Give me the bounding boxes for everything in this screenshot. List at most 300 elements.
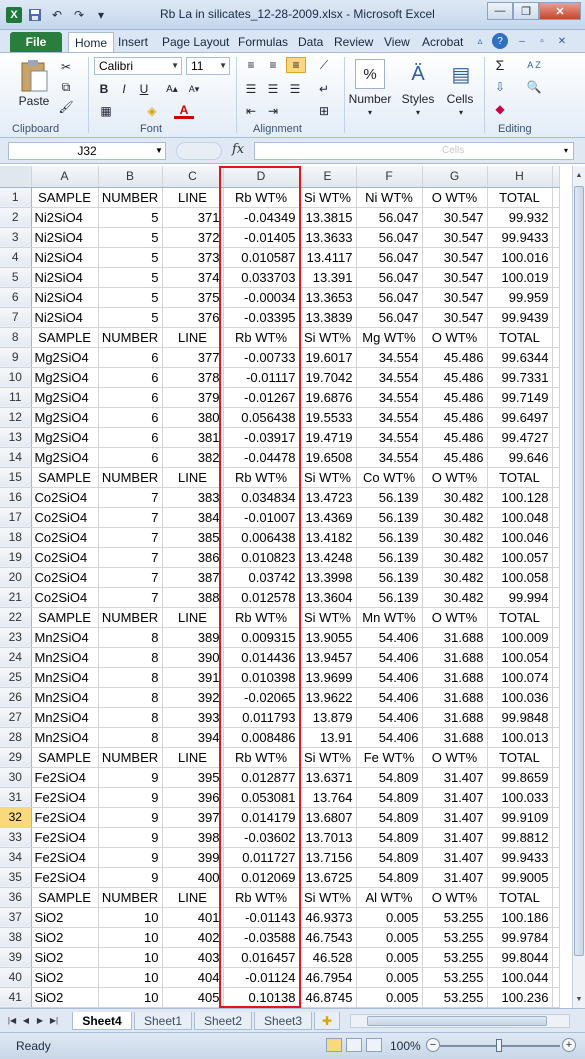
cell[interactable]: SiO2 — [31, 987, 98, 1007]
cell[interactable]: 99.9848 — [487, 707, 552, 727]
row-header[interactable]: 30 — [0, 767, 31, 787]
horizontal-scroll-thumb[interactable] — [367, 1016, 547, 1026]
cell[interactable]: 100.044 — [487, 967, 552, 987]
cell[interactable]: 13.9622 — [299, 687, 356, 707]
cell[interactable]: 382 — [162, 447, 223, 467]
cell[interactable]: TOTAL — [487, 327, 552, 347]
cell[interactable]: -0.01117 — [223, 367, 299, 387]
cell[interactable]: SAMPLE — [31, 327, 98, 347]
cell[interactable]: 30.547 — [422, 207, 487, 227]
help-icon[interactable]: ? — [492, 33, 508, 49]
decrease-indent-icon[interactable]: ⇤ — [245, 104, 257, 118]
cell[interactable]: Mn2SiO4 — [31, 707, 98, 727]
cell[interactable]: 383 — [162, 487, 223, 507]
tab-view[interactable]: View — [384, 35, 410, 49]
cell[interactable]: Mn2SiO4 — [31, 667, 98, 687]
cell[interactable]: 100.128 — [487, 487, 552, 507]
font-size-combo[interactable] — [186, 57, 230, 75]
tab-data[interactable]: Data — [298, 35, 324, 49]
cell[interactable]: Co2SiO4 — [31, 507, 98, 527]
cell[interactable]: 6 — [98, 407, 162, 427]
cell[interactable] — [552, 547, 559, 567]
cell[interactable] — [552, 467, 559, 487]
row-header[interactable]: 35 — [0, 867, 31, 887]
cell[interactable] — [552, 407, 559, 427]
row-header[interactable]: 23 — [0, 627, 31, 647]
cell[interactable]: 34.554 — [356, 347, 422, 367]
cell[interactable] — [552, 507, 559, 527]
cell[interactable]: -0.03395 — [223, 307, 299, 327]
expand-formula-bar-icon[interactable]: ▾ — [564, 146, 569, 155]
cell[interactable]: Co WT% — [356, 467, 422, 487]
cell[interactable] — [552, 967, 559, 987]
cell[interactable]: Mn2SiO4 — [31, 647, 98, 667]
cell[interactable]: 0.005 — [356, 927, 422, 947]
row-header[interactable]: 28 — [0, 727, 31, 747]
scroll-down-icon[interactable]: ▼ — [575, 995, 583, 1003]
cell[interactable]: Rb WT% — [223, 187, 299, 207]
cell[interactable]: 397 — [162, 807, 223, 827]
row-header[interactable]: 17 — [0, 507, 31, 527]
cell[interactable]: 379 — [162, 387, 223, 407]
cell[interactable]: 99.7331 — [487, 367, 552, 387]
cell[interactable]: 99.7149 — [487, 387, 552, 407]
cell[interactable]: 0.009315 — [223, 627, 299, 647]
cell[interactable]: Si WT% — [299, 887, 356, 907]
cell[interactable]: 13.6725 — [299, 867, 356, 887]
chevron-down-icon[interactable]: ▼ — [155, 146, 163, 155]
undo-icon[interactable]: ↶ — [51, 8, 63, 22]
cell[interactable]: 13.4182 — [299, 527, 356, 547]
cut-icon[interactable]: ✂ — [60, 60, 72, 74]
cell[interactable]: 56.139 — [356, 587, 422, 607]
zoom-level[interactable]: 100% — [390, 1039, 421, 1053]
cell[interactable]: Si WT% — [299, 327, 356, 347]
cell[interactable]: 99.9109 — [487, 807, 552, 827]
cell[interactable]: 34.554 — [356, 407, 422, 427]
cell[interactable] — [552, 907, 559, 927]
cell[interactable]: -0.01007 — [223, 507, 299, 527]
cell[interactable]: 7 — [98, 587, 162, 607]
cell[interactable]: 100.009 — [487, 627, 552, 647]
cell[interactable]: 45.486 — [422, 447, 487, 467]
cell[interactable]: 46.7543 — [299, 927, 356, 947]
paste-icon[interactable] — [14, 57, 54, 97]
cell[interactable]: 0.033703 — [223, 267, 299, 287]
cell[interactable] — [552, 447, 559, 467]
cell[interactable]: 13.9457 — [299, 647, 356, 667]
row-header[interactable]: 1 — [0, 187, 31, 207]
row-header[interactable]: 4 — [0, 247, 31, 267]
column-header[interactable]: B — [98, 166, 162, 187]
cell[interactable] — [552, 887, 559, 907]
cell[interactable]: 381 — [162, 427, 223, 447]
cell[interactable]: 400 — [162, 867, 223, 887]
redo-icon[interactable]: ↷ — [73, 8, 85, 22]
row-header[interactable]: 39 — [0, 947, 31, 967]
cell[interactable]: 100.033 — [487, 787, 552, 807]
cell[interactable] — [552, 627, 559, 647]
cell[interactable]: Rb WT% — [223, 467, 299, 487]
cell[interactable]: NUMBER — [98, 887, 162, 907]
tab-acrobat[interactable]: Acrobat — [422, 35, 464, 49]
cell[interactable]: 13.9699 — [299, 667, 356, 687]
cell[interactable]: 395 — [162, 767, 223, 787]
row-header[interactable]: 19 — [0, 547, 31, 567]
cell[interactable]: 54.406 — [356, 627, 422, 647]
row-header[interactable]: 32 — [0, 807, 31, 827]
find-select-icon[interactable]: 🔍 — [526, 80, 542, 94]
cell[interactable]: SAMPLE — [31, 187, 98, 207]
cell[interactable]: 6 — [98, 347, 162, 367]
cell[interactable]: 99.9433 — [487, 847, 552, 867]
cell[interactable]: 30.547 — [422, 307, 487, 327]
cell[interactable]: 0.010823 — [223, 547, 299, 567]
cell[interactable]: 45.486 — [422, 407, 487, 427]
cell[interactable]: 53.255 — [422, 967, 487, 987]
font-name-combo[interactable] — [94, 57, 182, 75]
cells-group-button[interactable]: Cells — [446, 92, 474, 106]
cell[interactable]: 34.554 — [356, 427, 422, 447]
cell[interactable] — [552, 347, 559, 367]
cell[interactable]: 99.4727 — [487, 427, 552, 447]
cell[interactable]: 9 — [98, 847, 162, 867]
cell[interactable]: 100.058 — [487, 567, 552, 587]
cell[interactable]: 0.010587 — [223, 247, 299, 267]
cell[interactable]: 13.3998 — [299, 567, 356, 587]
row-header[interactable]: 13 — [0, 427, 31, 447]
cell[interactable]: 53.255 — [422, 987, 487, 1007]
cell[interactable]: Si WT% — [299, 187, 356, 207]
cell[interactable]: 45.486 — [422, 347, 487, 367]
cell[interactable]: 56.139 — [356, 567, 422, 587]
cell[interactable]: 403 — [162, 947, 223, 967]
cell[interactable]: 0.053081 — [223, 787, 299, 807]
cell[interactable]: Rb WT% — [223, 327, 299, 347]
cell[interactable] — [552, 287, 559, 307]
minimize-ribbon-icon[interactable]: ▵ — [477, 35, 483, 47]
cell[interactable]: Co2SiO4 — [31, 527, 98, 547]
cell[interactable]: 0.034834 — [223, 487, 299, 507]
cell-table[interactable] — [0, 166, 560, 1008]
cell[interactable]: O WT% — [422, 607, 487, 627]
cell[interactable] — [552, 207, 559, 227]
cell[interactable] — [552, 947, 559, 967]
scroll-up-icon[interactable]: ▲ — [575, 171, 583, 179]
cell[interactable]: 31.688 — [422, 707, 487, 727]
cell[interactable]: 387 — [162, 567, 223, 587]
cell[interactable]: 404 — [162, 967, 223, 987]
row-header[interactable]: 36 — [0, 887, 31, 907]
cell[interactable]: 7 — [98, 507, 162, 527]
cell[interactable]: NUMBER — [98, 747, 162, 767]
align-top-icon[interactable]: ≡ — [247, 58, 255, 72]
cell[interactable]: 10 — [98, 987, 162, 1007]
cell[interactable]: TOTAL — [487, 467, 552, 487]
cell[interactable]: 9 — [98, 807, 162, 827]
cell[interactable]: 8 — [98, 667, 162, 687]
cell[interactable]: Co2SiO4 — [31, 547, 98, 567]
cell[interactable]: 0.006438 — [223, 527, 299, 547]
cell[interactable]: NUMBER — [98, 607, 162, 627]
cell[interactable]: Si WT% — [299, 607, 356, 627]
cell[interactable]: 100.019 — [487, 267, 552, 287]
tab-formulas[interactable]: Formulas — [238, 35, 289, 49]
increase-indent-icon[interactable]: ⇥ — [267, 104, 279, 118]
cell[interactable]: 0.016457 — [223, 947, 299, 967]
cell[interactable]: -0.01124 — [223, 967, 299, 987]
cell[interactable]: 30.547 — [422, 227, 487, 247]
cell[interactable]: 405 — [162, 987, 223, 1007]
align-left-icon[interactable]: ☰ — [245, 82, 257, 96]
cell[interactable]: 31.407 — [422, 807, 487, 827]
cell[interactable]: 99.8044 — [487, 947, 552, 967]
cell[interactable]: 396 — [162, 787, 223, 807]
row-header[interactable]: 22 — [0, 607, 31, 627]
cell[interactable]: 100.013 — [487, 727, 552, 747]
select-all-corner[interactable] — [0, 166, 31, 187]
cell[interactable]: 398 — [162, 827, 223, 847]
cell[interactable]: 54.406 — [356, 727, 422, 747]
cell[interactable]: 56.047 — [356, 307, 422, 327]
wrap-text-icon[interactable]: ↵ — [318, 82, 330, 96]
cell[interactable]: LINE — [162, 467, 223, 487]
cell[interactable]: 13.879 — [299, 707, 356, 727]
cell[interactable]: 56.139 — [356, 507, 422, 527]
cell[interactable]: 6 — [98, 427, 162, 447]
cell[interactable]: 9 — [98, 867, 162, 887]
cell[interactable]: 30.482 — [422, 547, 487, 567]
cell[interactable]: -0.03917 — [223, 427, 299, 447]
cell[interactable]: 53.255 — [422, 947, 487, 967]
cell[interactable]: 13.6807 — [299, 807, 356, 827]
cell[interactable]: Al WT% — [356, 887, 422, 907]
cell[interactable]: 99.9005 — [487, 867, 552, 887]
cell[interactable]: 30.482 — [422, 587, 487, 607]
cell[interactable]: 0.056438 — [223, 407, 299, 427]
number-group-button[interactable]: Number — [348, 92, 392, 106]
cell[interactable]: 6 — [98, 367, 162, 387]
cell[interactable]: Mg WT% — [356, 327, 422, 347]
row-header[interactable]: 33 — [0, 827, 31, 847]
cell[interactable]: Rb WT% — [223, 747, 299, 767]
cell[interactable]: -0.03588 — [223, 927, 299, 947]
cell[interactable]: Co2SiO4 — [31, 567, 98, 587]
row-header[interactable]: 20 — [0, 567, 31, 587]
cell[interactable]: 13.3604 — [299, 587, 356, 607]
cell[interactable] — [552, 307, 559, 327]
cell[interactable]: SiO2 — [31, 927, 98, 947]
cell[interactable]: LINE — [162, 187, 223, 207]
cell[interactable]: 0.012069 — [223, 867, 299, 887]
cell[interactable]: 7 — [98, 487, 162, 507]
cell[interactable]: 402 — [162, 927, 223, 947]
cell[interactable]: 386 — [162, 547, 223, 567]
cell[interactable]: 376 — [162, 307, 223, 327]
cell[interactable]: NUMBER — [98, 327, 162, 347]
cell[interactable]: Mg2SiO4 — [31, 447, 98, 467]
cell[interactable]: Ni2SiO4 — [31, 307, 98, 327]
cell[interactable]: 0.012578 — [223, 587, 299, 607]
cell[interactable]: 54.406 — [356, 687, 422, 707]
cell[interactable]: 19.6508 — [299, 447, 356, 467]
cell[interactable]: 13.4723 — [299, 487, 356, 507]
cell[interactable]: 99.994 — [487, 587, 552, 607]
cell[interactable]: 13.391 — [299, 267, 356, 287]
insert-function-button[interactable]: fx — [232, 142, 245, 157]
cell[interactable]: 31.407 — [422, 787, 487, 807]
cell[interactable]: 13.3633 — [299, 227, 356, 247]
cell[interactable]: SiO2 — [31, 967, 98, 987]
cell[interactable]: Mn2SiO4 — [31, 627, 98, 647]
cell[interactable]: 13.764 — [299, 787, 356, 807]
cell[interactable]: LINE — [162, 887, 223, 907]
row-header[interactable]: 12 — [0, 407, 31, 427]
cell[interactable]: Ni2SiO4 — [31, 247, 98, 267]
cell[interactable] — [552, 187, 559, 207]
row-header[interactable]: 7 — [0, 307, 31, 327]
cell[interactable] — [552, 587, 559, 607]
increase-font-icon[interactable]: A▴ — [166, 83, 178, 95]
cell[interactable]: 31.407 — [422, 867, 487, 887]
cell[interactable]: -0.04349 — [223, 207, 299, 227]
cell[interactable]: Co2SiO4 — [31, 587, 98, 607]
fill-icon[interactable]: ⇩ — [494, 80, 506, 94]
tab-review[interactable]: Review — [334, 35, 374, 49]
cell[interactable]: 0.011727 — [223, 847, 299, 867]
number-format-icon[interactable]: % — [355, 59, 385, 89]
cell[interactable]: Co2SiO4 — [31, 487, 98, 507]
cell[interactable]: 8 — [98, 687, 162, 707]
cell[interactable]: 56.047 — [356, 247, 422, 267]
row-header[interactable]: 15 — [0, 467, 31, 487]
cell[interactable]: 31.688 — [422, 727, 487, 747]
cell[interactable]: Rb WT% — [223, 887, 299, 907]
autosum-button[interactable]: Σ — [495, 57, 505, 73]
cell[interactable]: 371 — [162, 207, 223, 227]
tab-insert[interactable]: Insert — [118, 35, 149, 49]
paste-button[interactable]: Paste — [18, 94, 50, 108]
cell[interactable]: 8 — [98, 707, 162, 727]
row-header[interactable]: 21 — [0, 587, 31, 607]
next-sheet-icon[interactable]: ▶ — [36, 1015, 44, 1025]
cell[interactable]: Mg2SiO4 — [31, 347, 98, 367]
cell[interactable]: 380 — [162, 407, 223, 427]
cell[interactable]: 56.047 — [356, 267, 422, 287]
cell[interactable]: 99.646 — [487, 447, 552, 467]
cell[interactable]: 393 — [162, 707, 223, 727]
cell[interactable]: 13.3815 — [299, 207, 356, 227]
cell[interactable]: 5 — [98, 207, 162, 227]
cell[interactable] — [552, 687, 559, 707]
column-header[interactable]: E — [299, 166, 356, 187]
cell[interactable]: 100.036 — [487, 687, 552, 707]
cell[interactable]: Mn WT% — [356, 607, 422, 627]
cell[interactable]: -0.00733 — [223, 347, 299, 367]
cell[interactable]: 100.057 — [487, 547, 552, 567]
cell[interactable]: TOTAL — [487, 607, 552, 627]
cell[interactable]: 99.932 — [487, 207, 552, 227]
row-header[interactable]: 16 — [0, 487, 31, 507]
formula-bar-splitter[interactable] — [176, 142, 222, 160]
worksheet-grid[interactable] — [0, 166, 572, 1008]
cell[interactable]: TOTAL — [487, 887, 552, 907]
cell[interactable]: 99.6497 — [487, 407, 552, 427]
cell[interactable]: 56.139 — [356, 487, 422, 507]
minimize-button[interactable]: — — [487, 2, 513, 20]
cell[interactable]: 56.139 — [356, 527, 422, 547]
cell[interactable] — [552, 567, 559, 587]
cell[interactable]: Mg2SiO4 — [31, 387, 98, 407]
sheet-tab-sheet2[interactable]: Sheet2 — [194, 1012, 252, 1030]
format-painter-icon[interactable]: 🖌 — [58, 100, 74, 114]
cell[interactable]: 13.3839 — [299, 307, 356, 327]
cell[interactable]: 34.554 — [356, 367, 422, 387]
cell[interactable]: 5 — [98, 227, 162, 247]
cell[interactable]: 56.047 — [356, 287, 422, 307]
merge-center-icon[interactable]: ⊞ — [318, 104, 330, 118]
cell[interactable]: 99.9433 — [487, 227, 552, 247]
column-header[interactable]: A — [31, 166, 98, 187]
cell[interactable]: 0.005 — [356, 987, 422, 1007]
underline-button[interactable]: U — [139, 82, 149, 96]
cell[interactable]: Rb WT% — [223, 607, 299, 627]
cell[interactable] — [552, 847, 559, 867]
cell[interactable] — [552, 987, 559, 1007]
horizontal-scrollbar[interactable] — [350, 1014, 570, 1028]
cell[interactable]: Fe2SiO4 — [31, 847, 98, 867]
insert-sheet-icon[interactable]: ✚ — [314, 1012, 340, 1030]
cell[interactable]: Mg2SiO4 — [31, 367, 98, 387]
cell[interactable]: 0.014436 — [223, 647, 299, 667]
cell[interactable] — [552, 327, 559, 347]
row-header[interactable]: 37 — [0, 907, 31, 927]
workbook-close-icon[interactable]: ✕ — [557, 35, 567, 47]
first-sheet-icon[interactable]: |◀ — [7, 1015, 17, 1025]
cell[interactable]: 99.8659 — [487, 767, 552, 787]
customize-qat-icon[interactable]: ▾ — [97, 8, 105, 22]
last-sheet-icon[interactable]: ▶| — [49, 1015, 59, 1025]
page-layout-view-icon[interactable] — [346, 1038, 362, 1052]
cell[interactable]: 31.407 — [422, 827, 487, 847]
align-bottom-icon[interactable]: ≡ — [286, 57, 306, 73]
cell[interactable]: Fe2SiO4 — [31, 807, 98, 827]
cell[interactable]: 99.9439 — [487, 307, 552, 327]
row-header[interactable]: 9 — [0, 347, 31, 367]
cell[interactable]: 54.809 — [356, 867, 422, 887]
copy-icon[interactable]: ⧉ — [61, 79, 71, 94]
cell[interactable]: 384 — [162, 507, 223, 527]
cell[interactable] — [552, 807, 559, 827]
cell[interactable]: 19.5533 — [299, 407, 356, 427]
orientation-icon[interactable]: ⟋ — [319, 57, 329, 72]
cell[interactable]: 0.10138 — [223, 987, 299, 1007]
cell[interactable]: 375 — [162, 287, 223, 307]
cell[interactable]: 31.688 — [422, 627, 487, 647]
column-header[interactable]: C — [162, 166, 223, 187]
cell[interactable]: 31.688 — [422, 667, 487, 687]
font-color-icon[interactable]: A — [174, 103, 194, 119]
cell[interactable]: 30.482 — [422, 487, 487, 507]
cell[interactable]: 30.547 — [422, 247, 487, 267]
cell[interactable]: 46.528 — [299, 947, 356, 967]
cell[interactable]: 0.005 — [356, 967, 422, 987]
align-right-icon[interactable]: ☰ — [289, 82, 301, 96]
cell[interactable]: 100.186 — [487, 907, 552, 927]
cell[interactable]: LINE — [162, 327, 223, 347]
cell[interactable]: 373 — [162, 247, 223, 267]
row-header[interactable]: 6 — [0, 287, 31, 307]
